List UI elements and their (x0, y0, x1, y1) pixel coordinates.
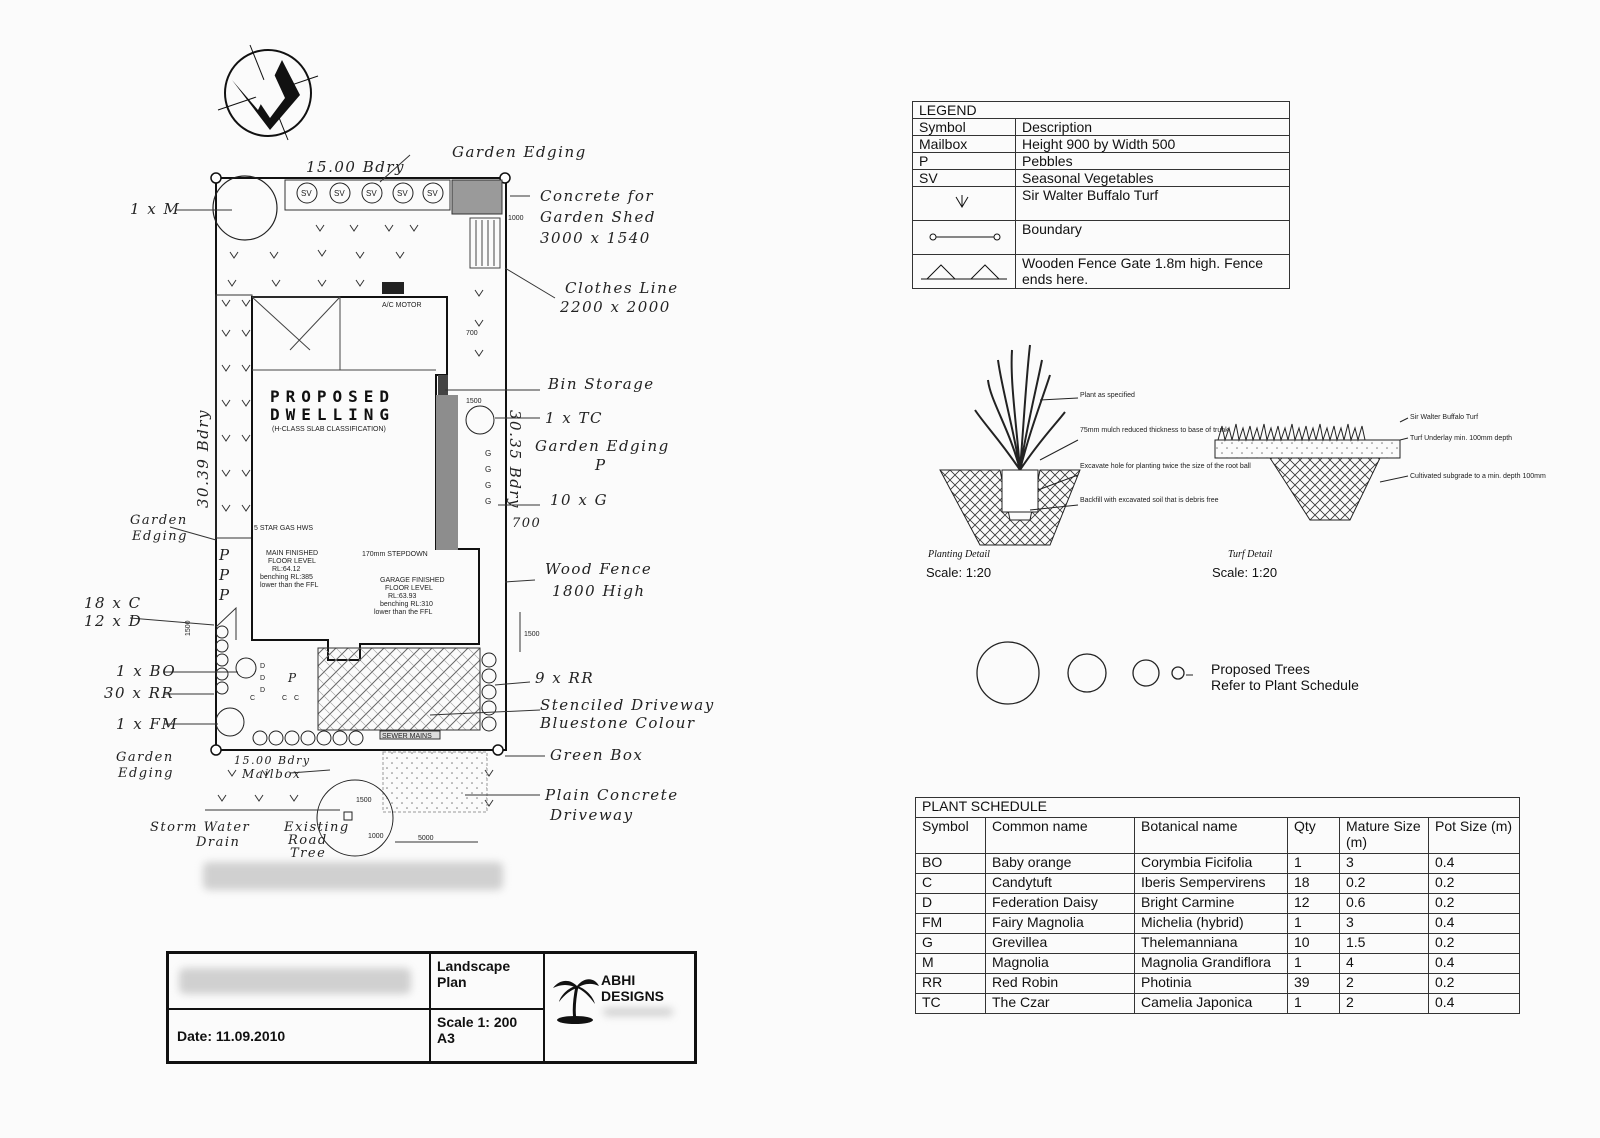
table-row (916, 854, 1520, 874)
legend-description: Sir Walter Buffalo Turf (1016, 187, 1290, 221)
label-existing: Existing (284, 820, 350, 835)
proposed-trees-symbols (975, 638, 1195, 708)
label-shed-size: 3000 x 1540 (540, 229, 651, 247)
left-garden-strip (216, 295, 252, 538)
candytuft-label: C (282, 695, 288, 702)
legend-symbol: SV (913, 170, 1016, 187)
label-18-xc: 18 x C (84, 594, 142, 612)
pebbles-label: P (219, 586, 231, 604)
drawing-date: Date: 11.09.2010 (177, 1028, 286, 1044)
label-plain-concrete: Plain Concrete (545, 786, 679, 804)
legend-symbol: Mailbox (913, 136, 1016, 153)
label-9-rr: 9 x RR (535, 669, 595, 687)
label-concrete-for: Concrete for (540, 187, 655, 205)
label-wood-fence: Wood Fence (545, 560, 653, 578)
schedule-cell: 1 (1288, 994, 1340, 1014)
palm-tree-logo-icon (551, 972, 599, 1024)
pebbles-label: P (219, 566, 231, 584)
company-name-1: ABHI (601, 972, 636, 988)
label-10-g: 10 x G (550, 491, 609, 509)
legend-description: Boundary (1016, 221, 1290, 255)
schedule-cell: The Czar (986, 994, 1135, 1014)
ac-motor-label: A/C MOTOR (382, 302, 422, 309)
redacted-company-contact (603, 1008, 673, 1016)
dimension-1000: 1000 (368, 833, 384, 840)
garden-edging-curve (216, 608, 236, 640)
table-row (916, 954, 1520, 974)
mailbox-symbol (344, 812, 352, 820)
sv-label: SV (397, 189, 408, 198)
label-bin-storage: Bin Storage (548, 375, 655, 393)
schedule-cell: Corymbia Ficifolia (1135, 854, 1288, 874)
schedule-cell: 2 (1340, 974, 1429, 994)
redacted-address (203, 862, 503, 890)
grevillea-label: G (485, 465, 492, 474)
schedule-cell: Bright Carmine (1135, 894, 1288, 914)
schedule-cell: Camelia Japonica (1135, 994, 1288, 1014)
schedule-cell: Grevillea (986, 934, 1135, 954)
schedule-cell: 0.4 (1429, 954, 1520, 974)
schedule-cell: FM (916, 914, 986, 934)
title-block (166, 951, 697, 1064)
garage-floor-line: GARAGE FINISHED (380, 577, 445, 584)
plan-title: Landscape Plan (437, 958, 511, 990)
table-row (916, 994, 1520, 1014)
plain-concrete-driveway (383, 752, 487, 812)
sv-label: SV (366, 189, 377, 198)
schedule-cell: TC (916, 994, 986, 1014)
dimension-1000: 1000 (508, 215, 524, 222)
turf-detail-note: Cultivated subgrade to a min. depth 100mm (1410, 473, 1546, 480)
scale-cell (430, 1009, 544, 1062)
legend-table (912, 101, 1290, 289)
schedule-cell: Magnolia (986, 954, 1135, 974)
legend-description: Pebbles (1016, 153, 1290, 170)
company-cell (544, 953, 695, 1062)
label-garden-left: Garden (130, 513, 188, 528)
sv-label: SV (334, 189, 345, 198)
schedule-cell: 2 (1340, 994, 1429, 1014)
daisy-plants (216, 626, 228, 694)
label-clothes-line-size: 2200 x 2000 (560, 298, 671, 316)
schedule-cell: 12 (1288, 894, 1340, 914)
label-road: Road (288, 833, 328, 848)
legend-symbol-cell (913, 187, 1016, 221)
schedule-cell: 39 (1288, 974, 1340, 994)
trees-note-line-1: Proposed Trees (1211, 661, 1310, 677)
client-cell (168, 953, 430, 1009)
sv-label: SV (427, 189, 438, 198)
label-drain: Drain (196, 835, 241, 850)
daisy-label: D (260, 663, 266, 670)
legend-description: Wooden Fence Gate 1.8m high. Fence ends here. (1016, 255, 1290, 289)
schedule-header: Symbol (916, 818, 986, 854)
dimension-700: 700 (466, 330, 478, 337)
schedule-cell: 0.4 (1429, 994, 1520, 1014)
schedule-cell: C (916, 874, 986, 894)
dwelling-subtitle: (H-CLASS SLAB CLASSIFICATION) (272, 426, 386, 433)
legend-header: Description (1016, 119, 1290, 136)
schedule-cell: BO (916, 854, 986, 874)
dimension-1500: 1500 (356, 797, 372, 804)
turf-detail-note: Sir Walter Buffalo Turf (1410, 414, 1479, 421)
label-fence-height: 1800 High (552, 582, 646, 600)
schedule-cell: G (916, 934, 986, 954)
turf-symbol-icon (919, 187, 1009, 217)
label-edging-left: Edging (132, 529, 188, 544)
label-1-tc: 1 x TC (545, 409, 604, 427)
fence-gate-symbol-icon (919, 255, 1009, 285)
candytuft-label: C (250, 695, 256, 702)
stenciled-driveway (318, 648, 480, 730)
legend-description: Seasonal Vegetables (1016, 170, 1290, 187)
garden-shed-pad (452, 180, 502, 214)
bottom-boundary-label: 15.00 Bdry (234, 754, 311, 767)
main-floor-line: benching RL:385 (260, 574, 313, 581)
legend-symbol-cell (913, 255, 1016, 289)
label-garden-shed: Garden Shed (540, 208, 656, 226)
schedule-title: PLANT SCHEDULE (916, 798, 1520, 818)
schedule-cell: Red Robin (986, 974, 1135, 994)
turf-detail-drawing (1210, 410, 1546, 540)
dwelling-title-2: DWELLING (270, 405, 396, 424)
garage-floor-line: FLOOR LEVEL (385, 585, 433, 592)
garage-floor-line: lower than the FFL (374, 609, 433, 616)
dimension-1500: 1500 (524, 631, 540, 638)
dimension-700: 700 (512, 516, 542, 531)
schedule-cell: 0.2 (1429, 894, 1520, 914)
label-mailbox: Mailbox (242, 767, 302, 781)
schedule-cell: Thelemanniana (1135, 934, 1288, 954)
garage-floor-line: benching RL:310 (380, 601, 433, 608)
garage-floor-line: RL:63.93 (388, 593, 417, 600)
side-path (436, 395, 458, 550)
label-1-bo: 1 x BO (116, 662, 177, 680)
ac-unit-icon (382, 282, 404, 294)
left-boundary-label: 30.39 Bdry (194, 409, 212, 508)
schedule-header: Qty (1288, 818, 1340, 854)
sewer-mains-label: SEWER MAINS (382, 733, 432, 740)
top-boundary-label: 15.00 Bdry (306, 158, 405, 176)
planting-detail-note: 75mm mulch reduced thickness to base of trunk (1080, 427, 1229, 434)
right-boundary-label: 30.35 Bdry (506, 410, 524, 509)
schedule-cell: M (916, 954, 986, 974)
label-garden-edging-right: Garden Edging (535, 437, 670, 455)
bin-storage (438, 375, 448, 395)
date-cell (168, 1009, 430, 1062)
table-row (916, 974, 1520, 994)
table-row (916, 874, 1520, 894)
main-floor-line: RL:64.12 (272, 566, 301, 573)
label-12-xd: 12 x D (84, 612, 143, 630)
redacted-client-name (179, 968, 411, 994)
label-tree: Tree (290, 846, 327, 861)
legend-header: Symbol (913, 119, 1016, 136)
site-plan-drawing (0, 0, 760, 900)
dimension-1500: 1500 (185, 620, 192, 636)
schedule-cell: Michelia (hybrid) (1135, 914, 1288, 934)
schedule-cell: 3 (1340, 854, 1429, 874)
camelia-tree-symbol (466, 406, 494, 434)
schedule-cell: Candytuft (986, 874, 1135, 894)
legend-symbol: P (913, 153, 1016, 170)
daisy-label: D (260, 687, 266, 694)
planting-detail-note: Excavate hole for planting twice the size of the root ball (1080, 463, 1251, 470)
drawing-scale: Scale 1: 200 (437, 1014, 518, 1030)
planting-detail-scale: Scale: 1:20 (926, 565, 992, 580)
trees-note-line-2: Refer to Plant Schedule (1211, 677, 1359, 693)
dimension-1500: 1500 (466, 398, 482, 405)
table-row (916, 914, 1520, 934)
dwelling-title-1: PROPOSED (270, 387, 396, 406)
gas-hws-label: 5 STAR GAS HWS (254, 525, 313, 532)
schedule-header: Pot Size (m) (1429, 818, 1520, 854)
schedule-cell: 4 (1340, 954, 1429, 974)
company-name-2: DESIGNS (601, 988, 665, 1004)
label-bluestone: Bluestone Colour (540, 714, 696, 732)
legend-symbol-cell (913, 221, 1016, 255)
planting-detail-note: Backfill with excavated soil that is debris free (1080, 497, 1219, 504)
schedule-cell: 10 (1288, 934, 1340, 954)
plan-title-cell (430, 953, 544, 1009)
schedule-cell: 0.2 (1340, 874, 1429, 894)
schedule-cell: Photinia (1135, 974, 1288, 994)
label-clothes-line: Clothes Line (565, 279, 679, 297)
planting-detail-title: Planting Detail (928, 549, 990, 560)
magnolia-tree-symbol (213, 176, 277, 240)
schedule-cell: 1 (1288, 914, 1340, 934)
plant-schedule-table (915, 797, 1520, 1014)
table-row (916, 934, 1520, 954)
turf-detail-scale: Scale: 1:20 (1212, 565, 1278, 580)
schedule-cell: 1 (1288, 954, 1340, 974)
sv-label: SV (301, 189, 312, 198)
schedule-cell: 0.4 (1429, 914, 1520, 934)
label-1-m: 1 x M (130, 200, 181, 218)
schedule-cell: Iberis Sempervirens (1135, 874, 1288, 894)
legend-description: Height 900 by Width 500 (1016, 136, 1290, 153)
dimension-5000: 5000 (418, 835, 434, 842)
schedule-header: Mature Size (m) (1340, 818, 1429, 854)
stepdown-label: 170mm STEPDOWN (362, 551, 428, 558)
schedule-cell: 0.2 (1429, 974, 1520, 994)
schedule-cell: 1.5 (1340, 934, 1429, 954)
schedule-cell: 3 (1340, 914, 1429, 934)
schedule-header: Botanical name (1135, 818, 1288, 854)
label-storm-water: Storm Water (150, 820, 251, 835)
planting-detail-note: Plant as specified (1080, 392, 1135, 399)
schedule-cell: 18 (1288, 874, 1340, 894)
main-floor-line: lower than the FFL (260, 582, 319, 589)
schedule-cell: Federation Daisy (986, 894, 1135, 914)
turf-detail-title: Turf Detail (1228, 549, 1273, 560)
label-edging-bottom: Edging (118, 766, 174, 781)
schedule-cell: D (916, 894, 986, 914)
baby-orange-tree-symbol (236, 658, 256, 678)
fairy-magnolia-tree-symbol (216, 708, 244, 736)
label-stenciled-driveway: Stenciled Driveway (540, 696, 715, 714)
pebbles-label: P (219, 546, 231, 564)
schedule-cell: Baby orange (986, 854, 1135, 874)
schedule-cell: 0.2 (1429, 934, 1520, 954)
label-garden-edging: Garden Edging (452, 143, 587, 161)
legend-title: LEGEND (913, 102, 1290, 119)
schedule-cell: 0.2 (1429, 874, 1520, 894)
label-garden-bottom: Garden (116, 750, 174, 765)
pebbles-label: P (288, 671, 298, 685)
label-p-right: P (595, 456, 607, 474)
daisy-label: D (260, 675, 266, 682)
boundary-symbol-icon (919, 221, 1009, 251)
grevillea-label: G (485, 449, 492, 458)
schedule-cell: 0.6 (1340, 894, 1429, 914)
schedule-cell: RR (916, 974, 986, 994)
main-floor-line: FLOOR LEVEL (268, 558, 316, 565)
main-floor-line: MAIN FINISHED (266, 550, 319, 557)
label-1-fm: 1 x FM (116, 715, 179, 733)
clothes-line-symbol (470, 218, 500, 268)
existing-road-tree (317, 780, 393, 856)
planting-detail-drawing (930, 340, 1251, 555)
grevillea-label: G (485, 497, 492, 506)
label-driveway: Driveway (550, 806, 634, 824)
grevillea-label: G (485, 481, 492, 490)
north-arrow-icon (218, 45, 318, 140)
schedule-cell: Fairy Magnolia (986, 914, 1135, 934)
label-30-rr: 30 x RR (104, 684, 175, 702)
table-row (916, 894, 1520, 914)
turf-detail-note: Turf Underlay min. 100mm depth (1410, 435, 1513, 442)
paper-size: A3 (437, 1030, 455, 1046)
candytuft-label: C (294, 695, 300, 702)
schedule-cell: Magnolia Grandiflora (1135, 954, 1288, 974)
label-green-box: Green Box (550, 746, 644, 764)
schedule-header: Common name (986, 818, 1135, 854)
schedule-cell: 0.4 (1429, 854, 1520, 874)
schedule-cell: 1 (1288, 854, 1340, 874)
